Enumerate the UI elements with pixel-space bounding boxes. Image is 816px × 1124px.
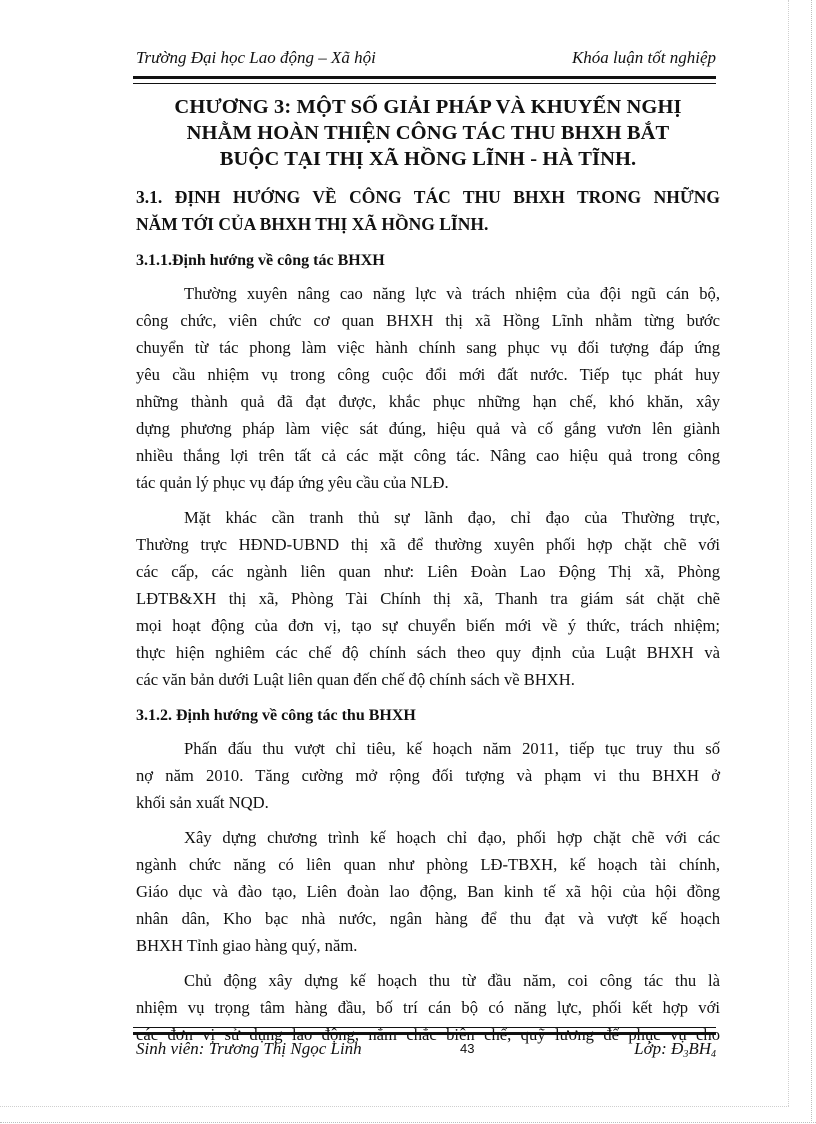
section-title-line: NĂM TỚI CỦA BHXH THỊ XÃ HỒNG LĨNH. [136,214,489,234]
page-frame-right-inner [788,0,790,1106]
class-prefix: Lớp: Đ [634,1039,684,1058]
section-title-3-1 [136,184,720,238]
text-line: Mặt khác cần tranh thủ sự lãnh đạo, chỉ đạo của Thường trực, [184,508,720,527]
text-line: BHXH Tỉnh giao hàng quý, năm. [136,936,358,955]
footer-rule [133,1027,716,1035]
text-line: tác quản lý phục vụ đáp ứng yêu cầu của NLĐ. [136,473,449,492]
text-line: các văn bản dưới Luật liên quan đến chế độ chính sách về BHXH. [136,670,575,689]
text-line: Chủ động xây dựng kế hoạch thu từ đầu năm, coi công tác thu là [184,971,720,990]
header-thesis-label: Khóa luận tốt nghiệp [571,48,716,67]
chapter-title-line: BUỘC TẠI THỊ XÃ HỒNG LĨNH - HÀ TĨNH. [219,148,637,170]
text-line: yêu cầu nhiệm vụ trong công cuộc đổi mới đất nước. Tiếp tục phát huy [136,365,720,384]
text-line: LĐTB&XH thị xã, Phòng Tài Chính thị xã, Thanh tra giám sát chặt chẽ [136,589,720,608]
text-line: ngành chức năng có liên quan như phòng LĐ-TBXH, kế hoạch tài chính, [136,855,720,874]
text-line: mọi hoạt động của đơn vị, tạo sự chuyển biến mới về ý thức, trách nhiệm; [136,616,720,635]
subsection-title-3-1-2: 3.1.2. Định hướng về công tác thu BHXH [136,707,416,724]
text-line: nhân dân, Kho bạc nhà nước, ngân hàng để thu đạt và vượt kế hoạch [136,909,720,928]
text-line: thực hiện nghiêm các chế độ chính sách theo quy định của Luật BHXH và [136,643,720,662]
paragraph [136,504,720,693]
footer-student: Sinh viên: Trương Thị Ngọc Linh [136,1039,362,1058]
paragraph [136,824,720,959]
header-rule [133,76,716,84]
text-line: Giáo dục và đào tạo, Liên đoàn lao động, Ban kinh tế xã hội của hội đồng [136,882,720,901]
text-line: khối sản xuất NQD. [136,793,269,812]
class-subscript: 3 [683,1049,689,1060]
page-body [136,90,720,1056]
text-line: Thường xuyên nâng cao năng lực và trách nhiệm của đội ngũ cán bộ, [184,284,720,303]
chapter-title-line: NHẰM HOÀN THIỆN CÔNG TÁC THU BHXH BẮT [186,122,670,144]
section-title-line: 3.1. ĐỊNH HƯỚNG VỀ CÔNG TÁC THU BHXH TRONG NHỮNG [136,187,720,207]
paragraph [136,967,720,1048]
text-line: nhiều thắng lợi trên tất cả các mặt công tác. Nâng cao hiệu quả trong công [136,446,720,465]
class-mid: BH [688,1039,711,1058]
paragraph [136,280,720,496]
text-line: các đơn vị sử dụng lao động, nắm chắc biên chế, quỹ lương để phục vụ cho [136,1025,720,1044]
paragraph [136,735,720,816]
text-line: nợ năm 2010. Tăng cường mở rộng đối tượng và phạm vi thu BHXH ở [136,766,720,785]
page-header [133,44,716,74]
chapter-title-line: CHƯƠNG 3: MỘT SỐ GIẢI PHÁP VÀ KHUYẾN NGHỊ [174,96,682,118]
text-line: dựng phương pháp làm việc sát đúng, hiệu quả và cố gắng vươn lên giành [136,419,720,438]
class-subscript: 4 [711,1049,716,1060]
text-line: nhiệm vụ trọng tâm hàng đầu, bố trí cán bộ có năng lực, phối kết hợp với [136,998,720,1017]
subsection-title-3-1-1: 3.1.1.Định hướng về công tác BHXH [136,252,385,269]
header-university: Trường Đại học Lao động – Xã hội [136,48,376,67]
text-line: các cấp, các ngành liên quan như: Liên Đoàn Lao Động Thị xã, Phòng [136,562,720,581]
text-line: Phấn đấu thu vượt chỉ tiêu, kế hoạch năm 2011, tiếp tục truy thu số [184,739,720,758]
page-number: 43 [460,1041,475,1056]
text-line: Thường trực HĐND-UBND thị xã để thường xuyên phối hợp chặt chẽ với [136,535,720,554]
text-line: chuyển từ tác phong làm việc hành chính sang phục vụ đối tượng đáp ứng [136,338,720,357]
text-line: công chức, viên chức cơ quan BHXH thị xã Hồng Lĩnh nhằm từng bước [136,311,720,330]
page-footer [133,1037,716,1063]
footer-class [634,1039,716,1060]
chapter-title [136,94,720,172]
page-frame-right [811,0,813,1123]
text-line: Xây dựng chương trình kế hoạch chỉ đạo, phối hợp chặt chẽ với các [184,828,720,847]
page-frame-bottom-inner [0,1106,789,1108]
text-line: những thành quả đã đạt được, khắc phục những hạn chế, khó khăn, xây [136,392,720,411]
